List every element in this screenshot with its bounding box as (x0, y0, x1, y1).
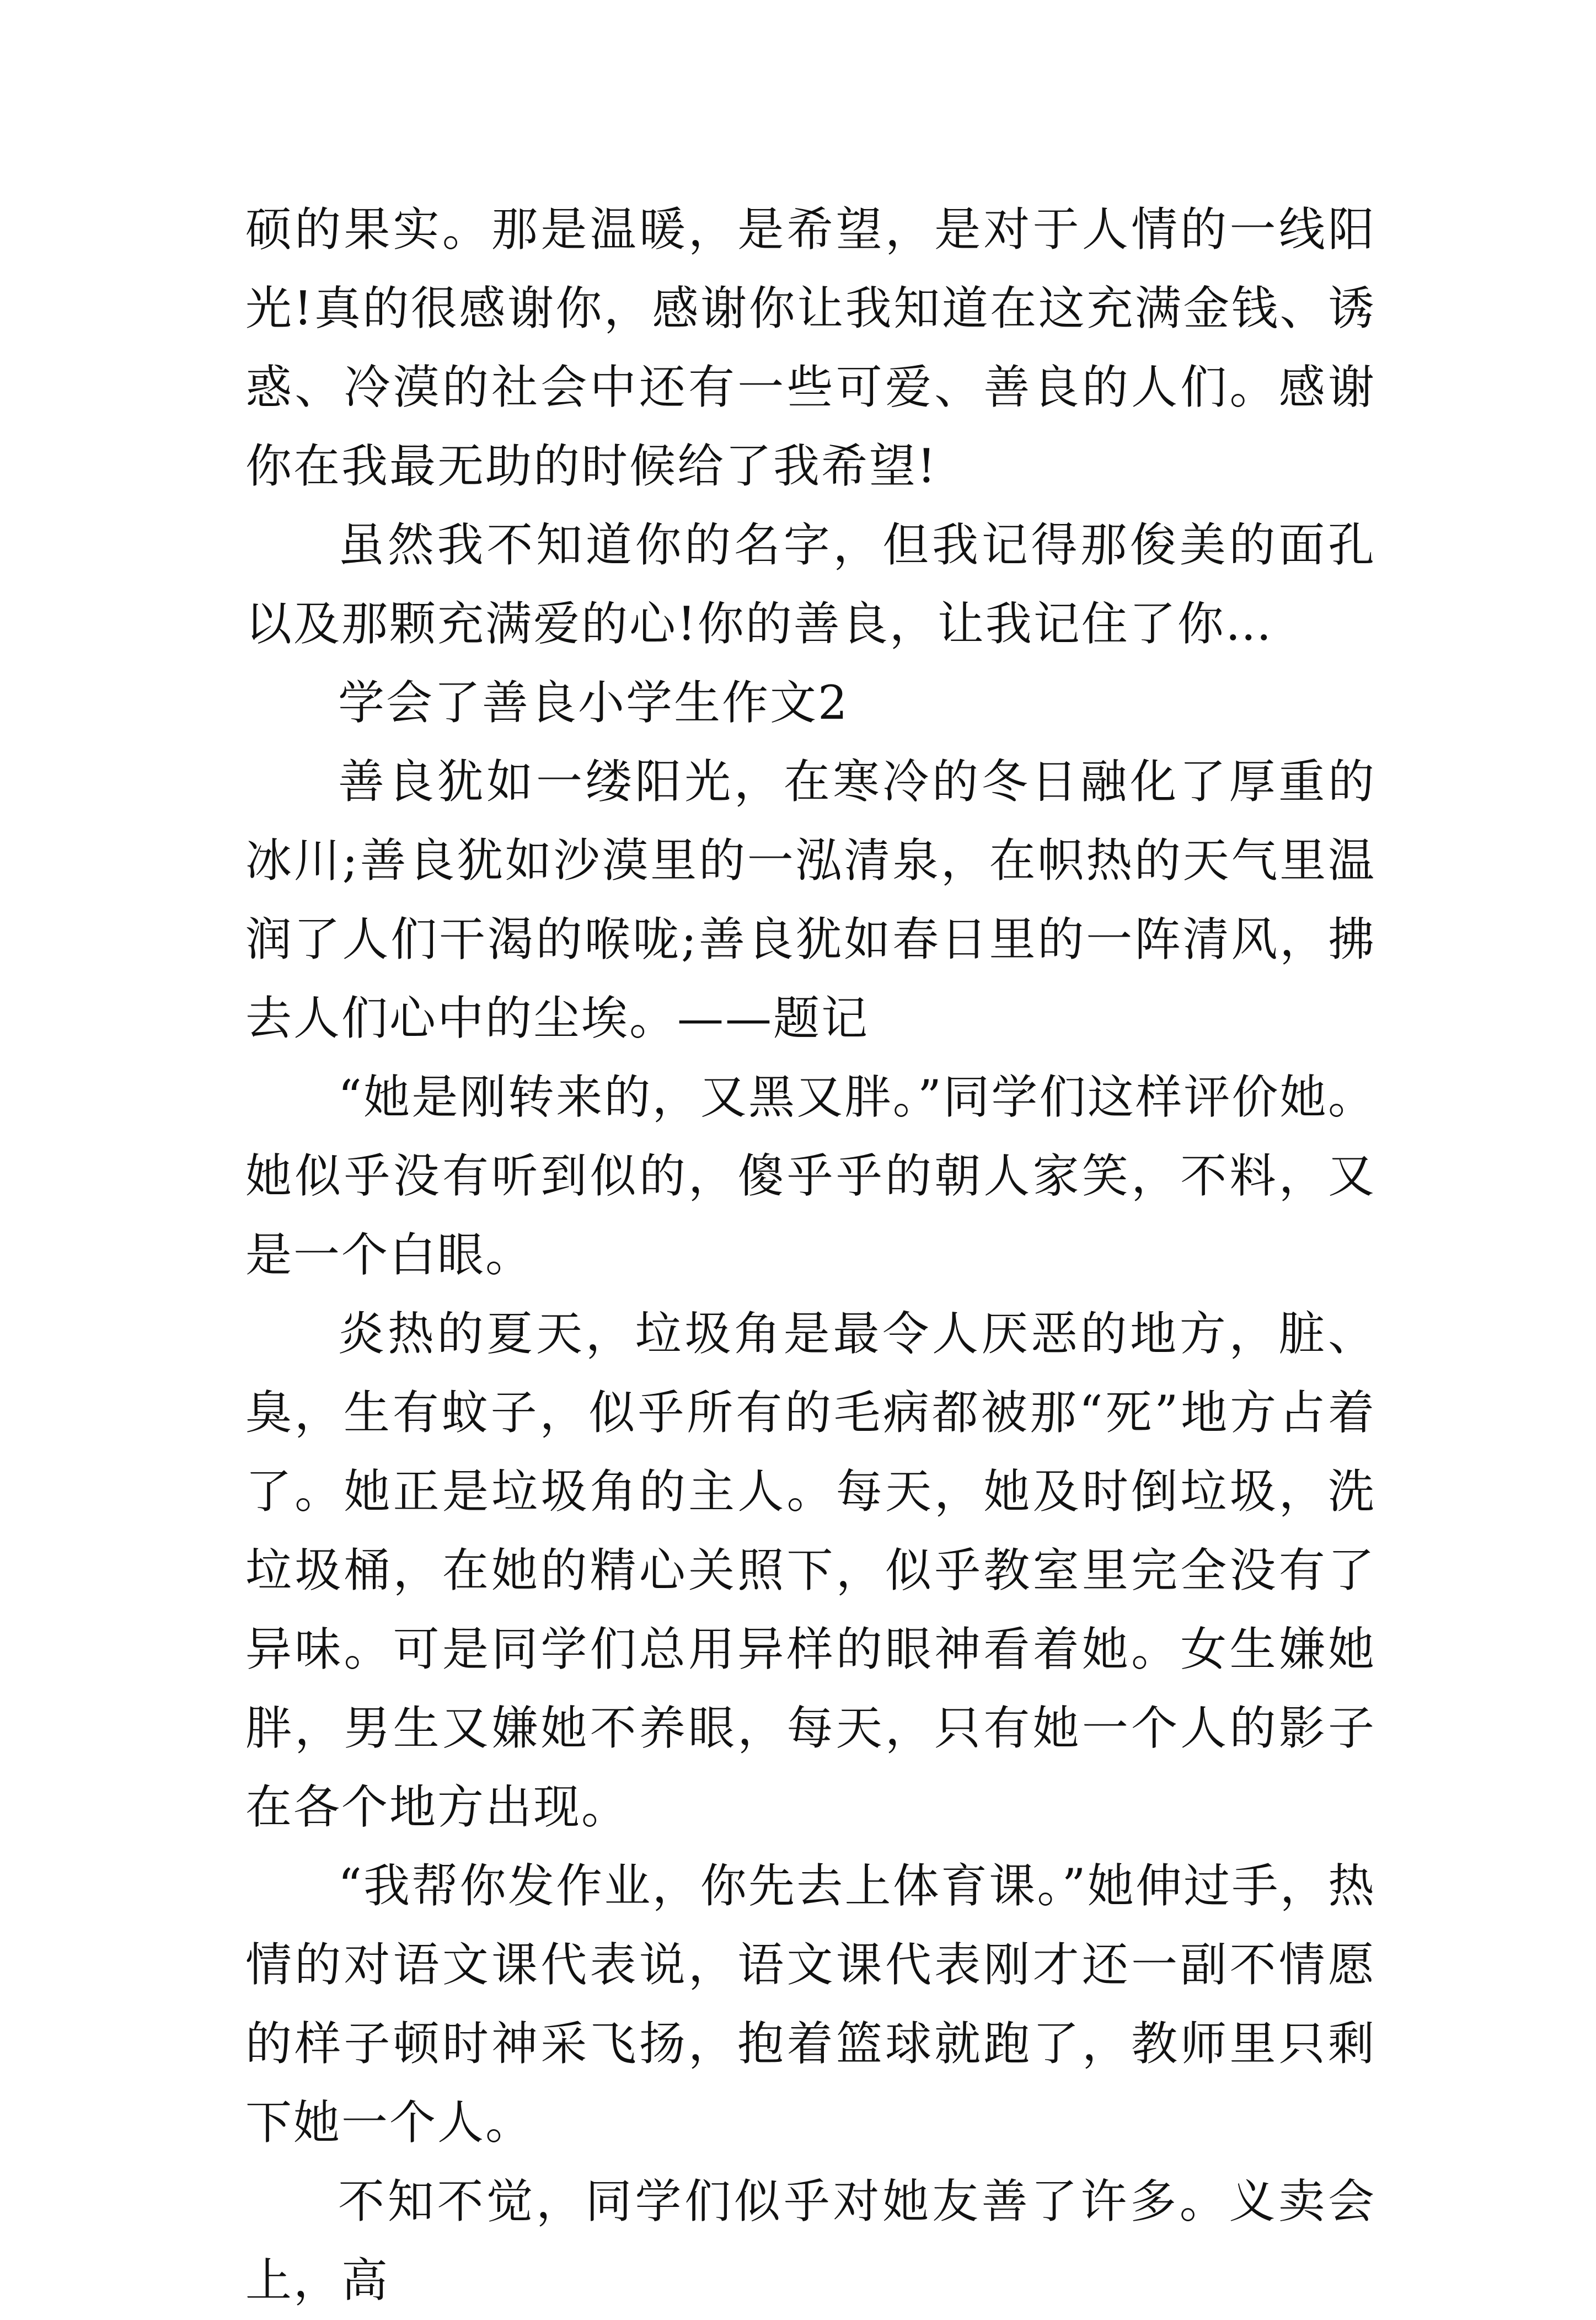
section-title: 学会了善良小学生作文2 (338, 676, 849, 730)
paragraph-4: “她是刚转来的，又黑又胖。”同学们这样评价她。她似乎没有听到似的，傻乎乎的朝人家笑，不料，又是一个白眼。 (245, 1070, 1376, 1282)
paragraph-5: 炎热的夏天，垃圾角是最令人厌恶的地方，脏、臭，生有蚊子，似乎所有的毛病都被那“死”地方占着了。她正是垃圾角的主人。每天，她及时倒垃圾，洗垃圾桶，在她的精心关照下，似乎教室里完全没有了异味。可是同学们总用异样的眼神看着她。女生嫌她胖，男生又嫌她不养眼，每天，只有她一个人的影子在各个地方出现。 (245, 1307, 1376, 1834)
paragraph-3: 善良犹如一缕阳光，在寒冷的冬日融化了厚重的冰川;善良犹如沙漠里的一泓清泉，在帜热的天气里温润了人们干渴的喉咙;善良犹如春日里的一阵清风，拂去人们心中的尘埃。——题记 (245, 755, 1376, 1045)
paragraph-7: 不知不觉，同学们似乎对她友善了许多。义卖会上，高 (245, 2174, 1376, 2307)
paragraph-6: “我帮你发作业，你先去上体育课。”她伸过手，热情的对语文课代表说，语文课代表刚才还一副不情愿的样子顿时神采飞扬，抱着篮球就跑了，教师里只剩下她一个人。 (245, 1859, 1376, 2150)
paragraph-1: 硕的果实。那是温暖，是希望，是对于人情的一线阳光!真的很感谢你，感谢你让我知道在这充满金钱、诱惑、冷漠的社会中还有一些可爱、善良的人们。感谢你在我最无助的时候给了我希望! (245, 202, 1376, 493)
paragraph-2: 虽然我不知道你的名字，但我记得那俊美的面孔以及那颗充满爱的心!你的善良，让我记住了你… (245, 518, 1376, 651)
document-body (245, 190, 1376, 2320)
